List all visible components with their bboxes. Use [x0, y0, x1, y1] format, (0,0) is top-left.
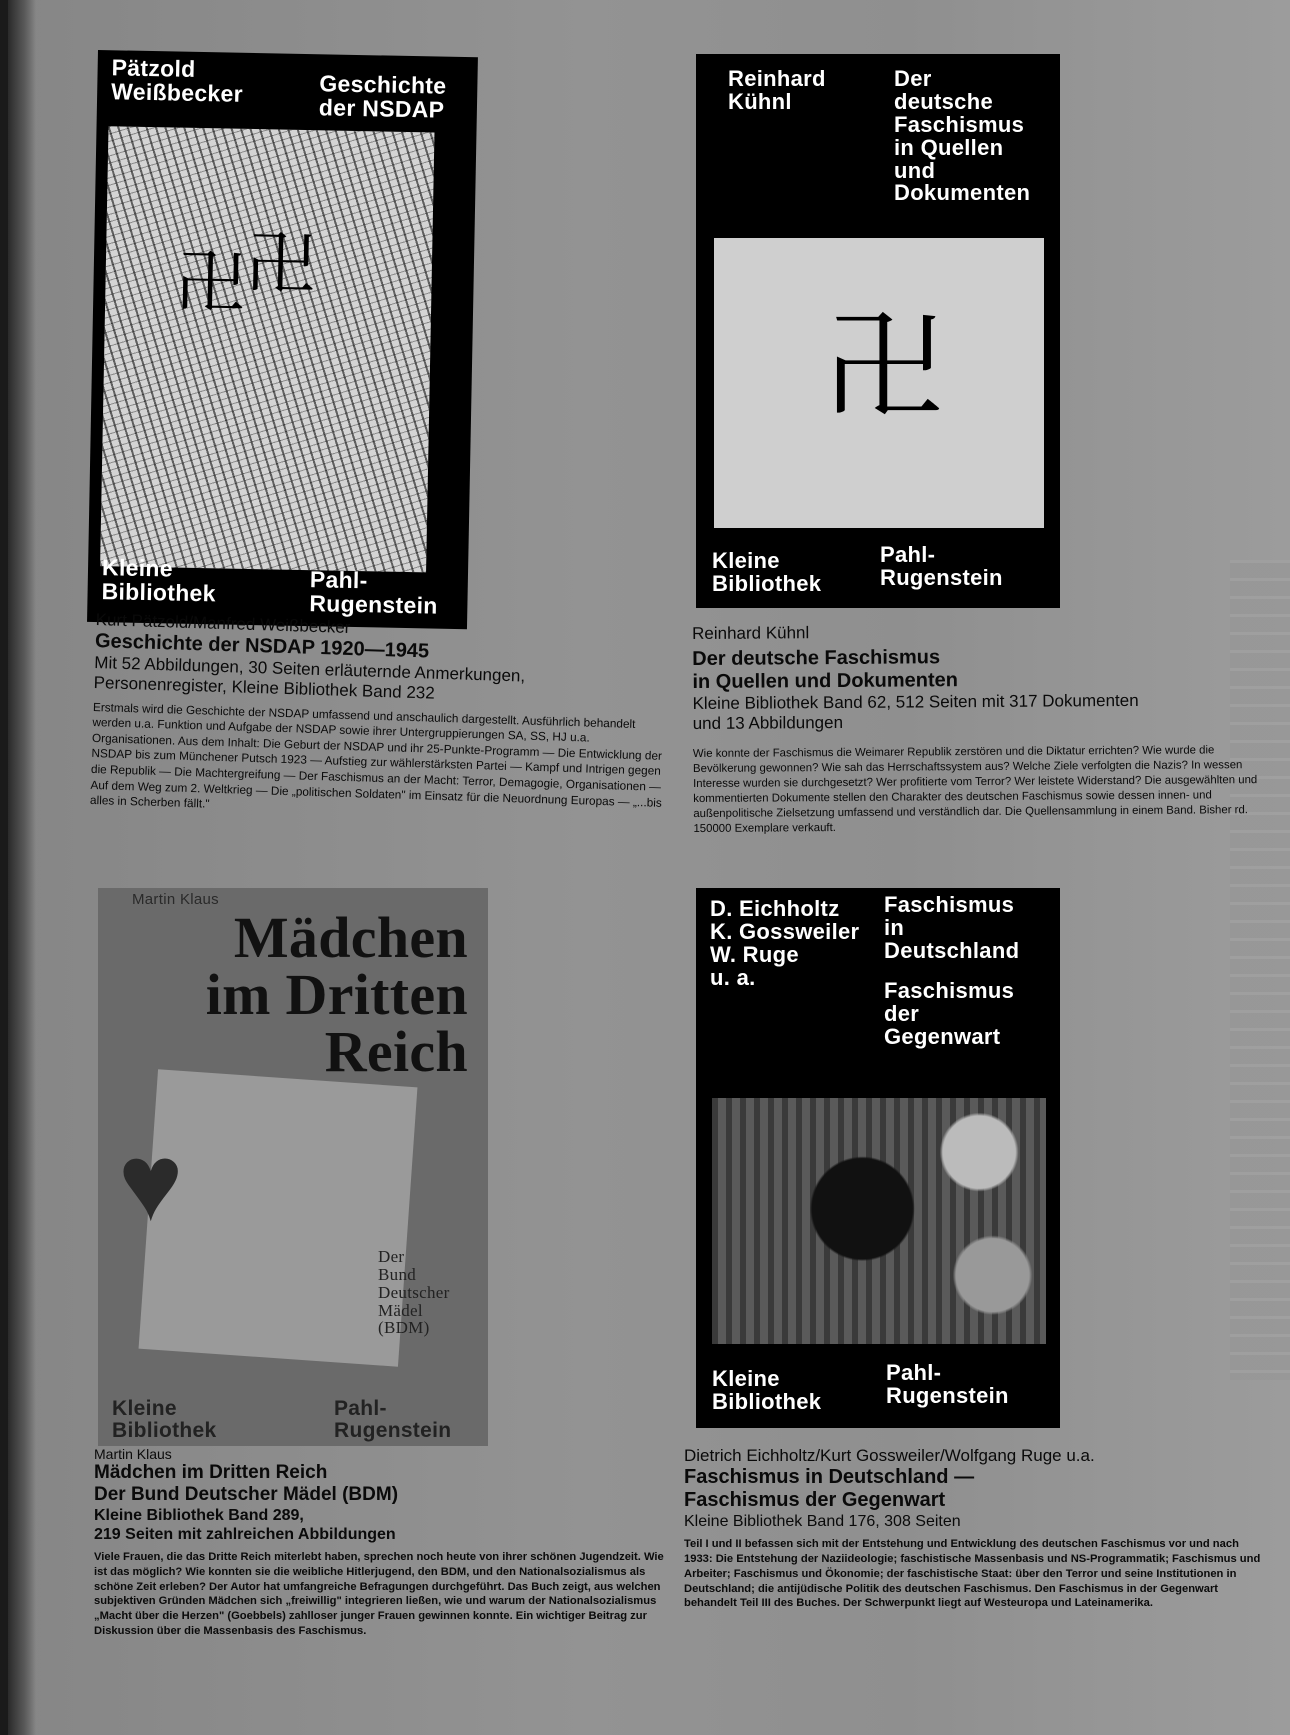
cover-series: Kleine Bibliothek: [112, 1397, 217, 1442]
book-meta: Kleine Bibliothek Band 62, 512 Seiten mit 317 Dokumenten und 13 Abbildungen: [692, 690, 1139, 734]
book-title[interactable]: Faschismus in Deutschland — Faschismus der Gegenwart: [684, 1466, 975, 1511]
book-description: Wie konnte der Faschismus die Weimarer Republik zerstören und die Diktatur errichten? Wie wurde die Bevölkerung gewonnen? Wie sah das Herrschaftssystem aus? Welche Ziele verfolgten die Nazis? In wessen Interesse wurden sie durchgesetzt? Wer profitierte vom Terror? Wer leistete Widerstand? Die ausgewählten und kommentierten Dokumente stellen den Charakter des deutschen Faschismus sowie dessen innen- und außenpolitische Zielsetzung umfassend und verständlich dar. Die Quellensammlung in einem Band. Bisher rd. 150000 Exemplare verkauft.: [692, 744, 1258, 836]
broken-heart-icon: ♥: [118, 1121, 184, 1244]
cover-author: Martin Klaus: [132, 891, 219, 908]
flag-symbol-icon: 卍: [174, 243, 247, 323]
book-cover-faschismus-quellen[interactable]: [696, 54, 1060, 608]
book-meta: Kleine Bibliothek Band 176, 308 Seiten: [684, 1513, 961, 1530]
book-entry-faschismus-deutschland: [684, 1446, 1264, 1611]
cover-title: Mädchen im Dritten Reich: [205, 905, 468, 1084]
book-cover-maedchen[interactable]: [98, 888, 488, 1446]
cover-title: Geschichte der NSDAP: [318, 70, 447, 123]
cover-photo-collage: [712, 1098, 1046, 1344]
cover-title: Faschismus in Deutschland: [884, 892, 1020, 963]
book-description: Erstmals wird die Geschichte der NSDAP umfassend und anschaulich dargestellt. Ausführlich behandelt werden u.a. Funktion und Aufgabe der NSDAP sowie ihrer Untergruppierungen SA, SS, HJ u.a. Organisationen. Aus dem Inhalt: Die Geburt der NSDAP und ihr 25-Punkte-Programm — Die Entwicklung der NSDAP bis zum Münchener Putsch 1923 — Aufstieg zur wählerstärksten Partei — Kampf und Intrigen gegen die Republik — Die Machtergreifung — Der Faschismus an der Macht: Terror, Demagogie, Organisationen — Auf dem Weg zum 2. Weltkrieg — Die „politischen Soldaten" im Einsatz für die Neuordnung Europas — „...bis alles in Scherben fällt.": [89, 699, 663, 811]
cover-publisher: Pahl- Rugenstein: [886, 1360, 1009, 1408]
book-cover-faschismus-deutschland[interactable]: [696, 888, 1060, 1428]
book-author: Kurt Pätzold/Manfred Weißbecker: [95, 610, 351, 637]
book-description: Teil I und II befassen sich mit der Entstehung und Entwicklung des deutschen Faschismus vor und nach 1933: Die Entstehung der Naziideologie; faschistische Massenbasis und NS-Programmatik; Faschismus und Arbeiter; Faschismus und Ökonomie; der faschistische Staat: über den Terror und seine Institutionen in Deutschland; die antijüdische Politik des deutschen Faschismus. Den Faschismus in der Gegenwart behandelt Teil III des Buches. Der Schwerpunkt liegt auf Westeuropa und Lateinamerika.: [684, 1538, 1261, 1610]
book-entry-maedchen: [94, 1446, 674, 1639]
book-title[interactable]: Geschichte der NSDAP 1920—1945: [94, 629, 430, 663]
cover-series: Kleine Bibliothek: [101, 554, 217, 607]
book-entry-nsdap: [90, 610, 676, 827]
book-title[interactable]: Mädchen im Dritten Reich Der Bund Deutscher Mädel (BDM): [94, 1462, 399, 1505]
cover-series: Kleine Bibliothek: [712, 548, 822, 596]
cover-illustration-cartoon: [714, 238, 1044, 528]
cover-badge: Der Bund Deutscher Mädel (BDM): [378, 1247, 450, 1338]
book-meta: Mit 52 Abbildungen, 30 Seiten erläuternde Anmerkungen, Personenregister, Kleine Bibliothek Band 232: [93, 652, 526, 704]
book-author: Martin Klaus: [94, 1446, 172, 1462]
cover-title: Der deutsche Faschismus in Quellen und Dokumenten: [894, 66, 1031, 206]
swastika-icon: 卍: [824, 301, 944, 435]
book-title[interactable]: Der deutsche Faschismus in Quellen und Dokumenten: [692, 646, 959, 693]
book-cover-nsdap[interactable]: [87, 50, 478, 629]
cover-subtitle: Faschismus der Gegenwart: [884, 978, 1015, 1049]
book-author: Reinhard Kühnl: [692, 623, 810, 643]
catalog-page: [8, 0, 1290, 1735]
book-meta: Kleine Bibliothek Band 289, 219 Seiten mit zahlreichen Abbildungen: [94, 1506, 396, 1543]
cover-author: Reinhard Kühnl: [728, 66, 826, 114]
cover-authors: D. Eichholtz K. Gossweiler W. Ruge u. a.: [710, 896, 860, 990]
cover-series: Kleine Bibliothek: [712, 1366, 822, 1414]
cover-illustration-rally: [100, 126, 434, 572]
cover-publisher: Pahl- Rugenstein: [309, 566, 438, 619]
cover-authors: Pätzold Weißbecker: [110, 54, 244, 107]
flag-symbol-icon: 卍: [245, 224, 317, 305]
book-description: Viele Frauen, die das Dritte Reich miterlebt haben, sprechen noch heute von ihrer schönen Jugendzeit. Wie ist das möglich? Wie konnten sie die weibliche Hitlerjugend, den BDM, und den Nationalsozialismus als schöne Zeit erleben? Der Autor hat umfangreiche Befragungen durchgeführt. Das Buch zeigt, aus welchen subjektiven Gründen Mädchen sich „freiwillig" integrieren ließen, wie und warum der Nationalsozialismus „Macht über die Herzen" (Goebbels) zahlloser junger Frauen gewinnen konnte. Ein wichtiger Beitrag zur Diskussion über die Massenbasis des Faschismus.: [94, 1551, 664, 1637]
book-author: Dietrich Eichholtz/Kurt Gossweiler/Wolfgang Ruge u.a.: [684, 1446, 1095, 1465]
cover-publisher: Pahl- Rugenstein: [880, 542, 1003, 590]
cover-publisher: Pahl- Rugenstein: [334, 1397, 452, 1442]
book-entry-faschismus-quellen: [692, 620, 1263, 837]
